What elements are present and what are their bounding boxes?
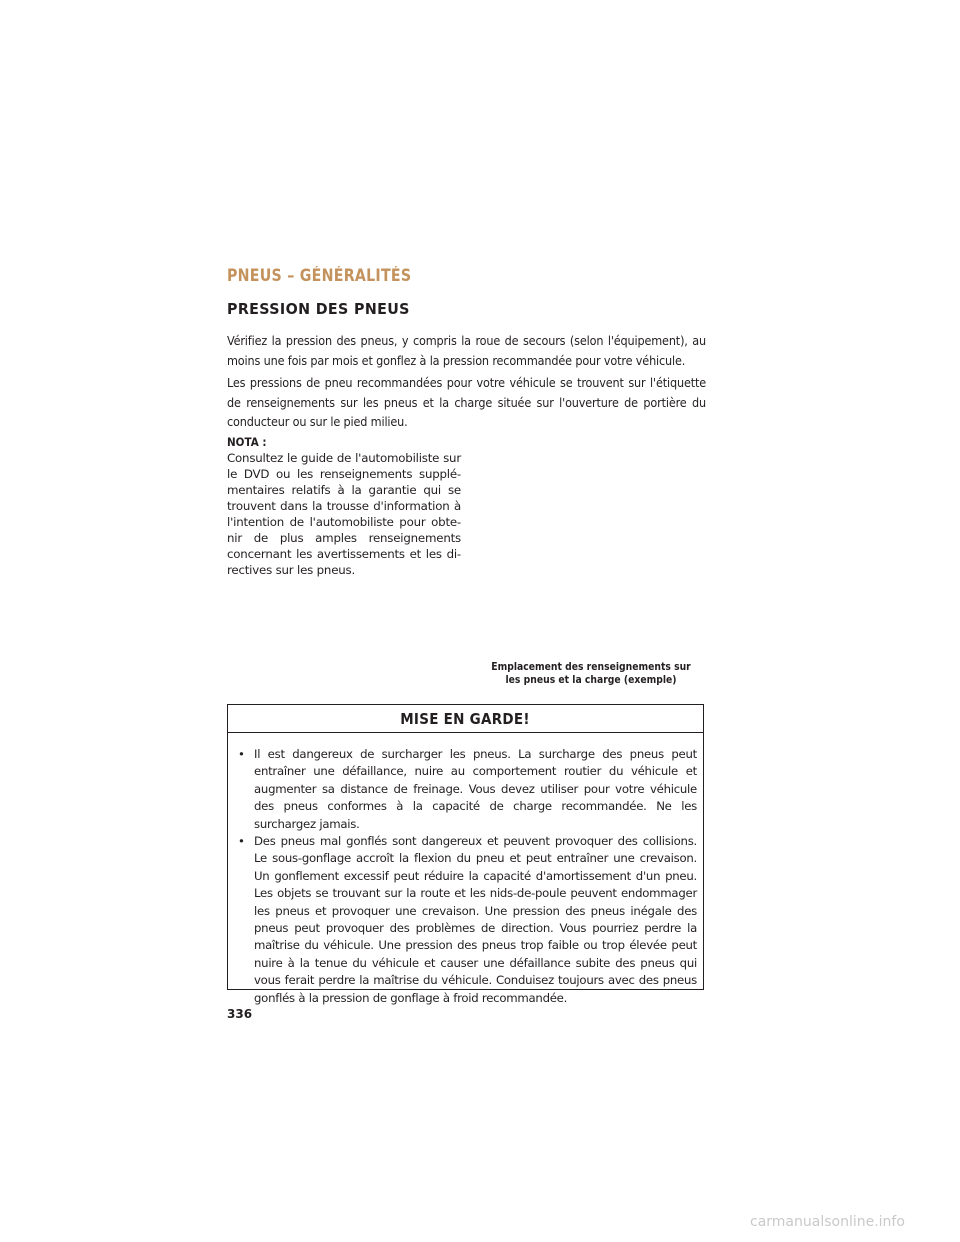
warning-item-text: Il est dangereux de surcharger les pneus. La surcharge des pneus peut entraîner une défaillance, nuire au comportement routier du véhicule et augmenter sa distance de freinage. Vous devez utiliser pour votre véhicule des pneus conformes à la capacité de charge recommandée. Ne les surchargez jamais. (254, 747, 697, 831)
section-title: PNEUS – GÉNÉRALITÉS (227, 266, 412, 285)
warning-item (238, 746, 697, 833)
watermark: carmanualsonline.info (750, 1214, 905, 1230)
bullet-icon: • (238, 747, 245, 761)
warning-title: MISE EN GARDE! (400, 709, 531, 728)
paragraph-tire-check: Vérifiez la pression des pneus, y compris la roue de secours (selon l'équipement), au moins une fois par mois et gonflez à la pression recommandée pour votre véhicule. (227, 333, 706, 368)
page-number: 336 (227, 1007, 253, 1021)
subsection-title: PRESSION DES PNEUS (227, 300, 410, 318)
bullet-icon: • (238, 834, 245, 849)
warning-item (238, 833, 697, 1007)
note-label: NOTA : (227, 435, 267, 449)
warning-header (228, 705, 703, 733)
paragraph-recommended-pressure: Les pressions de pneu recommandées pour votre véhicule se trouvent sur l'étiquette de renseignements sur les pneus et la charge située sur l'ouverture de portière du conducteur ou sur le pied milieu. (227, 375, 706, 429)
warning-box (227, 704, 704, 1005)
warning-item-text: Des pneus mal gonflés sont dangereux et peuvent provoquer des collisions. Le sous-gonflage accroît la flexion du pneu et peut entraîner une crevaison. Un gonflement excessif peut réduire la capacité d'amortissement d'un pneu. Les objets se trouvant sur la route et les nids-de-poule peuvent endommager les pneus et provoquer une crevaison. Une pression des pneus inégale des pneus peut provoquer des problèmes de direction. Vous pourriez perdre la maîtrise du véhicule. Une pression des pneus trop faible ou trop élevée peut nuire à la tenue du véhicule et causer une défaillance subite des pneus qui vous ferait perdre la maîtrise du véhicule. Conduisez toujours avec des pneus gonflés à la pression de gonflage à froid recommandée. (254, 834, 697, 1005)
note-text: Consultez le guide de l'automobiliste sur le DVD ou les renseignements supplé-mentaires relatifs à la garantie qui se trouvent dans la trousse d'information à l'intention de l'automobiliste pour obte-nir de plus amples renseignements concernant les avertissements et les di-rectives sur les pneus. (227, 451, 461, 577)
figure-caption: Emplacement des renseignements sur les pneus et la charge (exemple) (491, 661, 691, 686)
warning-list (228, 733, 703, 1007)
